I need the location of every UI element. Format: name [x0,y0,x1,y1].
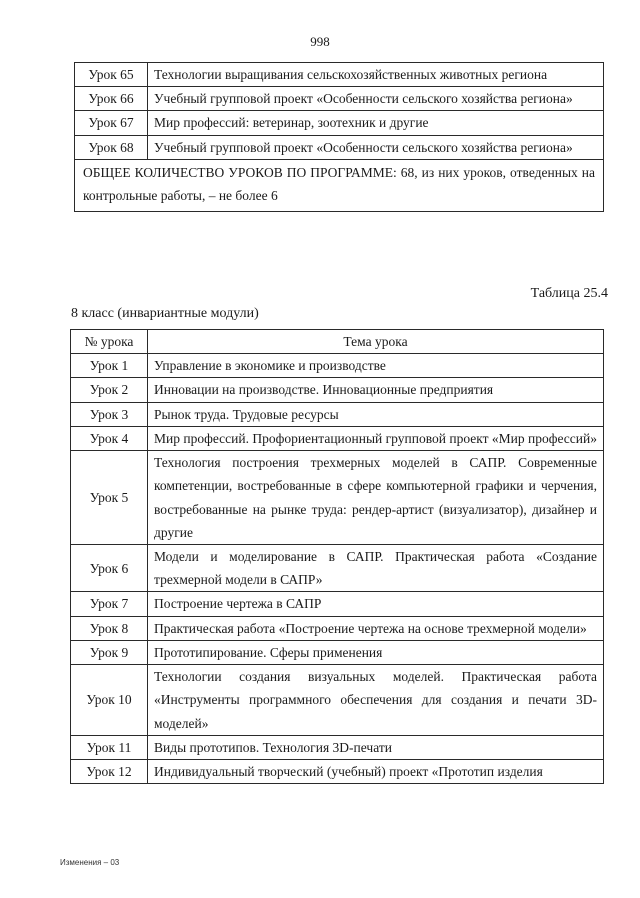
lesson-topic: Учебный групповой проект «Особенности сельского хозяйства региона» [148,87,604,111]
table-row [71,665,604,736]
lesson-number: Урок 3 [71,402,148,426]
lesson-topic: Инновации на производстве. Инновационные предприятия [148,378,604,402]
grade-caption: 8 класс (инвариантные модули) [71,306,259,321]
lesson-topic: Практическая работа «Построение чертежа на основе трехмерной модели» [148,616,604,640]
table-header-row [71,330,604,354]
table-row [75,111,604,135]
lesson-number: Урок 4 [71,426,148,450]
lesson-number: Урок 10 [71,665,148,736]
lesson-number: Урок 67 [75,111,148,135]
lessons-table-continued [74,62,604,212]
table-row [75,135,604,159]
lesson-topic: Построение чертежа в САПР [148,592,604,616]
lesson-number: Урок 6 [71,544,148,591]
table-row [71,544,604,591]
lesson-number: Урок 65 [75,63,148,87]
lesson-topic: Мир профессий. Профориентационный групповой проект «Мир профессий» [148,426,604,450]
table-row [71,378,604,402]
lesson-topic: Прототипирование. Сферы применения [148,640,604,664]
table-row [75,63,604,87]
lesson-topic: Индивидуальный творческий (учебный) проект «Прототип изделия [148,759,604,783]
table-row [75,87,604,111]
table-row [71,759,604,783]
table-row [71,735,604,759]
lesson-topic: Учебный групповой проект «Особенности сельского хозяйства региона» [148,135,604,159]
lesson-number: Урок 2 [71,378,148,402]
table-row [71,640,604,664]
lesson-number: Урок 12 [71,759,148,783]
lesson-topic: Виды прототипов. Технология 3D-печати [148,735,604,759]
table-row [71,592,604,616]
lesson-number: Урок 11 [71,735,148,759]
lesson-number: Урок 5 [71,451,148,545]
lesson-number: Урок 8 [71,616,148,640]
total-lessons-note: ОБЩЕЕ КОЛИЧЕСТВО УРОКОВ ПО ПРОГРАММЕ: 68, из них уроков, отведенных на контрольные работы, – не более 6 [75,159,604,211]
lesson-topic: Мир профессий: ветеринар, зоотехник и другие [148,111,604,135]
lesson-number: Урок 7 [71,592,148,616]
footer-revision-note: Изменения – 03 [60,858,120,867]
lesson-topic: Управление в экономике и производстве [148,354,604,378]
lesson-topic: Рынок труда. Трудовые ресурсы [148,402,604,426]
header-lesson-number: № урока [71,330,148,354]
page-number: 998 [310,34,330,49]
lesson-number: Урок 66 [75,87,148,111]
table-row [71,402,604,426]
lesson-topic: Технологии выращивания сельскохозяйственных животных региона [148,63,604,87]
lesson-number: Урок 68 [75,135,148,159]
lessons-table-grade-8 [70,329,604,784]
lesson-number: Урок 1 [71,354,148,378]
table-row [71,451,604,545]
lesson-topic: Технологии создания визуальных моделей. Практическая работа «Инструменты программного обеспечения для создания и печати 3D-моделей» [148,665,604,736]
lesson-number: Урок 9 [71,640,148,664]
table-row [71,426,604,450]
table-row [71,354,604,378]
header-lesson-topic: Тема урока [148,330,604,354]
table-row [71,616,604,640]
lesson-topic: Технология построения трехмерных моделей в САПР. Современные компетенции, востребованные в сфере компьютерной графики и черчения, востребованные на рынке труда: рендер-артист (визуализатор), дизайнер и другие [148,451,604,545]
table-total-row [75,159,604,211]
table-caption: Таблица 25.4 [530,286,608,301]
lesson-topic: Модели и моделирование в САПР. Практическая работа «Создание трехмерной модели в САПР» [148,544,604,591]
